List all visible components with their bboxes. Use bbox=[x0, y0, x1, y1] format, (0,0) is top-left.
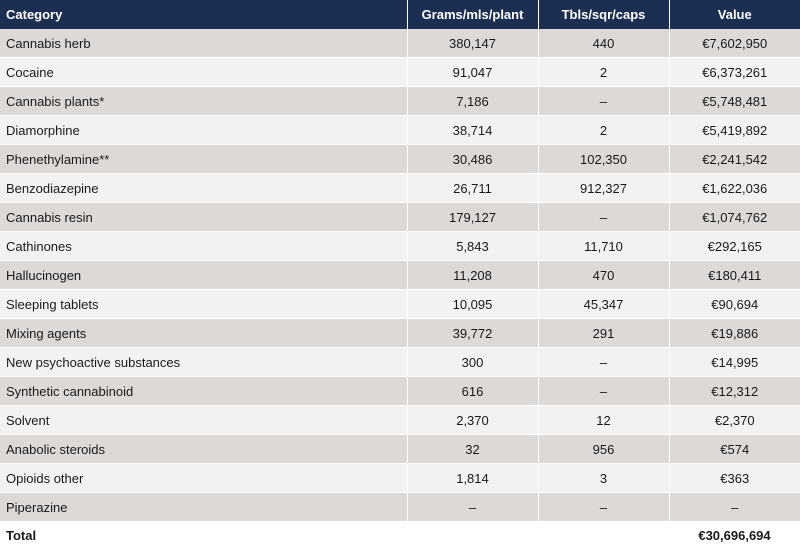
table-row bbox=[0, 232, 800, 261]
cell-grams: 7,186 bbox=[407, 87, 538, 116]
cell-units: – bbox=[538, 348, 669, 377]
cell-grams: 2,370 bbox=[407, 406, 538, 435]
cell-category: Synthetic cannabinoid bbox=[0, 377, 407, 406]
cell-grams: 39,772 bbox=[407, 319, 538, 348]
table-row bbox=[0, 464, 800, 493]
cell-value: €1,074,762 bbox=[669, 203, 800, 232]
cell-grams: 1,814 bbox=[407, 464, 538, 493]
cell-category: Benzodiazepine bbox=[0, 174, 407, 203]
table-row bbox=[0, 203, 800, 232]
cell-grams: – bbox=[407, 493, 538, 522]
cell-value: – bbox=[669, 493, 800, 522]
cell-category: Phenethylamine** bbox=[0, 145, 407, 174]
cell-value: €363 bbox=[669, 464, 800, 493]
cell-value: €180,411 bbox=[669, 261, 800, 290]
cell-value: €90,694 bbox=[669, 290, 800, 319]
cell-value: €1,622,036 bbox=[669, 174, 800, 203]
header-category: Category bbox=[0, 0, 407, 29]
cell-category: Cocaine bbox=[0, 58, 407, 87]
cell-grams: 32 bbox=[407, 435, 538, 464]
cell-category: Sleeping tablets bbox=[0, 290, 407, 319]
cell-value: €292,165 bbox=[669, 232, 800, 261]
cell-category: Cathinones bbox=[0, 232, 407, 261]
cell-units: 12 bbox=[538, 406, 669, 435]
table-header bbox=[0, 0, 800, 29]
cell-category: Cannabis resin bbox=[0, 203, 407, 232]
cell-units: – bbox=[538, 377, 669, 406]
cell-category: Anabolic steroids bbox=[0, 435, 407, 464]
cell-category: Cannabis plants* bbox=[0, 87, 407, 116]
cell-value: €6,373,261 bbox=[669, 58, 800, 87]
table-row bbox=[0, 377, 800, 406]
total-value: €30,696,694 bbox=[669, 522, 800, 549]
total-grams bbox=[407, 522, 538, 549]
cell-grams: 26,711 bbox=[407, 174, 538, 203]
cell-category: Piperazine bbox=[0, 493, 407, 522]
total-units bbox=[538, 522, 669, 549]
cell-value: €5,419,892 bbox=[669, 116, 800, 145]
cell-category: Mixing agents bbox=[0, 319, 407, 348]
cell-grams: 38,714 bbox=[407, 116, 538, 145]
table-footer bbox=[0, 522, 800, 549]
table-row bbox=[0, 29, 800, 58]
table-row bbox=[0, 348, 800, 377]
table-row bbox=[0, 290, 800, 319]
table-row bbox=[0, 406, 800, 435]
cell-grams: 616 bbox=[407, 377, 538, 406]
table-row bbox=[0, 87, 800, 116]
cell-value: €2,241,542 bbox=[669, 145, 800, 174]
cell-value: €5,748,481 bbox=[669, 87, 800, 116]
cell-units: 45,347 bbox=[538, 290, 669, 319]
cell-grams: 300 bbox=[407, 348, 538, 377]
cell-grams: 30,486 bbox=[407, 145, 538, 174]
total-label: Total bbox=[0, 522, 407, 549]
cell-units: – bbox=[538, 203, 669, 232]
header-units: Tbls/sqr/caps bbox=[538, 0, 669, 29]
cell-units: 956 bbox=[538, 435, 669, 464]
cell-grams: 5,843 bbox=[407, 232, 538, 261]
cell-value: €19,886 bbox=[669, 319, 800, 348]
cell-grams: 10,095 bbox=[407, 290, 538, 319]
table-row bbox=[0, 435, 800, 464]
table-row bbox=[0, 58, 800, 87]
table-row bbox=[0, 319, 800, 348]
table-row bbox=[0, 261, 800, 290]
cell-units: 3 bbox=[538, 464, 669, 493]
cell-category: New psychoactive substances bbox=[0, 348, 407, 377]
cell-grams: 179,127 bbox=[407, 203, 538, 232]
table-body bbox=[0, 29, 800, 522]
cell-units: 291 bbox=[538, 319, 669, 348]
cell-value: €14,995 bbox=[669, 348, 800, 377]
cell-grams: 380,147 bbox=[407, 29, 538, 58]
table-row bbox=[0, 145, 800, 174]
cell-units: 440 bbox=[538, 29, 669, 58]
cell-category: Diamorphine bbox=[0, 116, 407, 145]
cell-units: 912,327 bbox=[538, 174, 669, 203]
table-row bbox=[0, 116, 800, 145]
cell-units: 11,710 bbox=[538, 232, 669, 261]
total-row bbox=[0, 522, 800, 549]
cell-category: Hallucinogen bbox=[0, 261, 407, 290]
cell-value: €7,602,950 bbox=[669, 29, 800, 58]
cell-units: – bbox=[538, 493, 669, 522]
cell-value: €2,370 bbox=[669, 406, 800, 435]
cell-value: €12,312 bbox=[669, 377, 800, 406]
header-row bbox=[0, 0, 800, 29]
cell-category: Solvent bbox=[0, 406, 407, 435]
cell-category: Cannabis herb bbox=[0, 29, 407, 58]
cell-units: 2 bbox=[538, 58, 669, 87]
table-row bbox=[0, 174, 800, 203]
cell-grams: 11,208 bbox=[407, 261, 538, 290]
header-value: Value bbox=[669, 0, 800, 29]
cell-value: €574 bbox=[669, 435, 800, 464]
cell-grams: 91,047 bbox=[407, 58, 538, 87]
cell-units: – bbox=[538, 87, 669, 116]
header-grams: Grams/mls/plant bbox=[407, 0, 538, 29]
cell-units: 470 bbox=[538, 261, 669, 290]
table-row bbox=[0, 493, 800, 522]
cell-category: Opioids other bbox=[0, 464, 407, 493]
cell-units: 102,350 bbox=[538, 145, 669, 174]
cell-units: 2 bbox=[538, 116, 669, 145]
